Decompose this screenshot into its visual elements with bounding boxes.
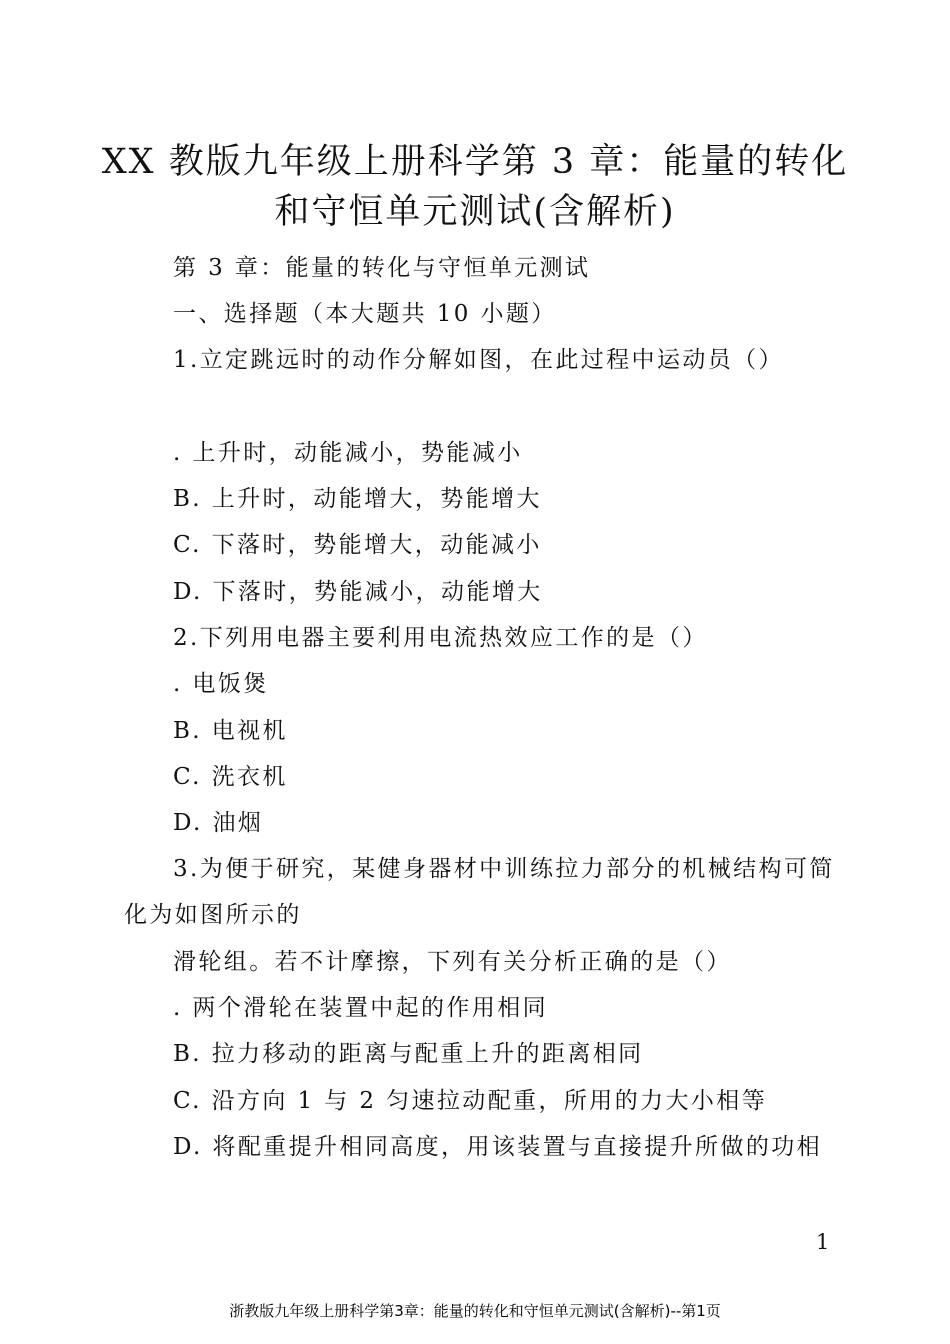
question-3-option-a: . 两个滑轮在装置中起的作用相同 — [173, 995, 549, 1021]
question-3-option-b: B. 拉力移动的距离与配重上升的距离相同 — [173, 1041, 644, 1067]
question-3-stem-line-2: 化为如图所示的 — [124, 902, 302, 928]
document-title-line-2: 和守恒单元测试(含解析) — [274, 192, 676, 232]
question-2-option-d: D. 油烟 — [173, 810, 264, 836]
question-2-option-b: B. 电视机 — [173, 718, 288, 744]
question-1-option-b: B. 上升时，动能增大，势能增大 — [173, 486, 542, 512]
question-1-option-a: . 上升时，动能减小，势能减小 — [173, 440, 523, 466]
question-1-stem: 1.立定跳远时的动作分解如图，在此过程中运动员（） — [173, 347, 784, 373]
question-2-option-a: . 电饭煲 — [173, 671, 269, 697]
question-1-option-c: C. 下落时，势能增大，动能减小 — [173, 532, 542, 558]
question-3-option-c: C. 沿方向 1 与 2 匀速拉动配重，所用的力大小相等 — [173, 1088, 768, 1114]
page-footer: 浙教版九年级上册科学第3章：能量的转化和守恒单元测试(含解析)--第1页 — [229, 1302, 721, 1320]
question-1-option-d: D. 下落时，势能减小，动能增大 — [173, 579, 543, 605]
question-3-option-d: D. 将配重提升相同高度，用该装置与直接提升所做的功相 — [173, 1134, 823, 1160]
document-subtitle: 第 3 章：能量的转化与守恒单元测试 — [173, 255, 591, 281]
question-2-option-c: C. 洗衣机 — [173, 764, 288, 790]
section-heading: 一、选择题（本大题共 10 小题） — [173, 301, 557, 327]
question-3-stem-line-1: 3.为便于研究，某健身器材中训练拉力部分的机械结构可简 — [173, 856, 835, 882]
question-3-stem-line-3: 滑轮组。若不计摩擦，下列有关分析正确的是（） — [173, 949, 732, 975]
document-title-line-1: XX 教版九年级上册科学第 3 章：能量的转化 — [101, 142, 849, 182]
page-number: 1 — [816, 1230, 830, 1254]
question-2-stem: 2.下列用电器主要利用电流热效应工作的是（） — [173, 625, 708, 651]
